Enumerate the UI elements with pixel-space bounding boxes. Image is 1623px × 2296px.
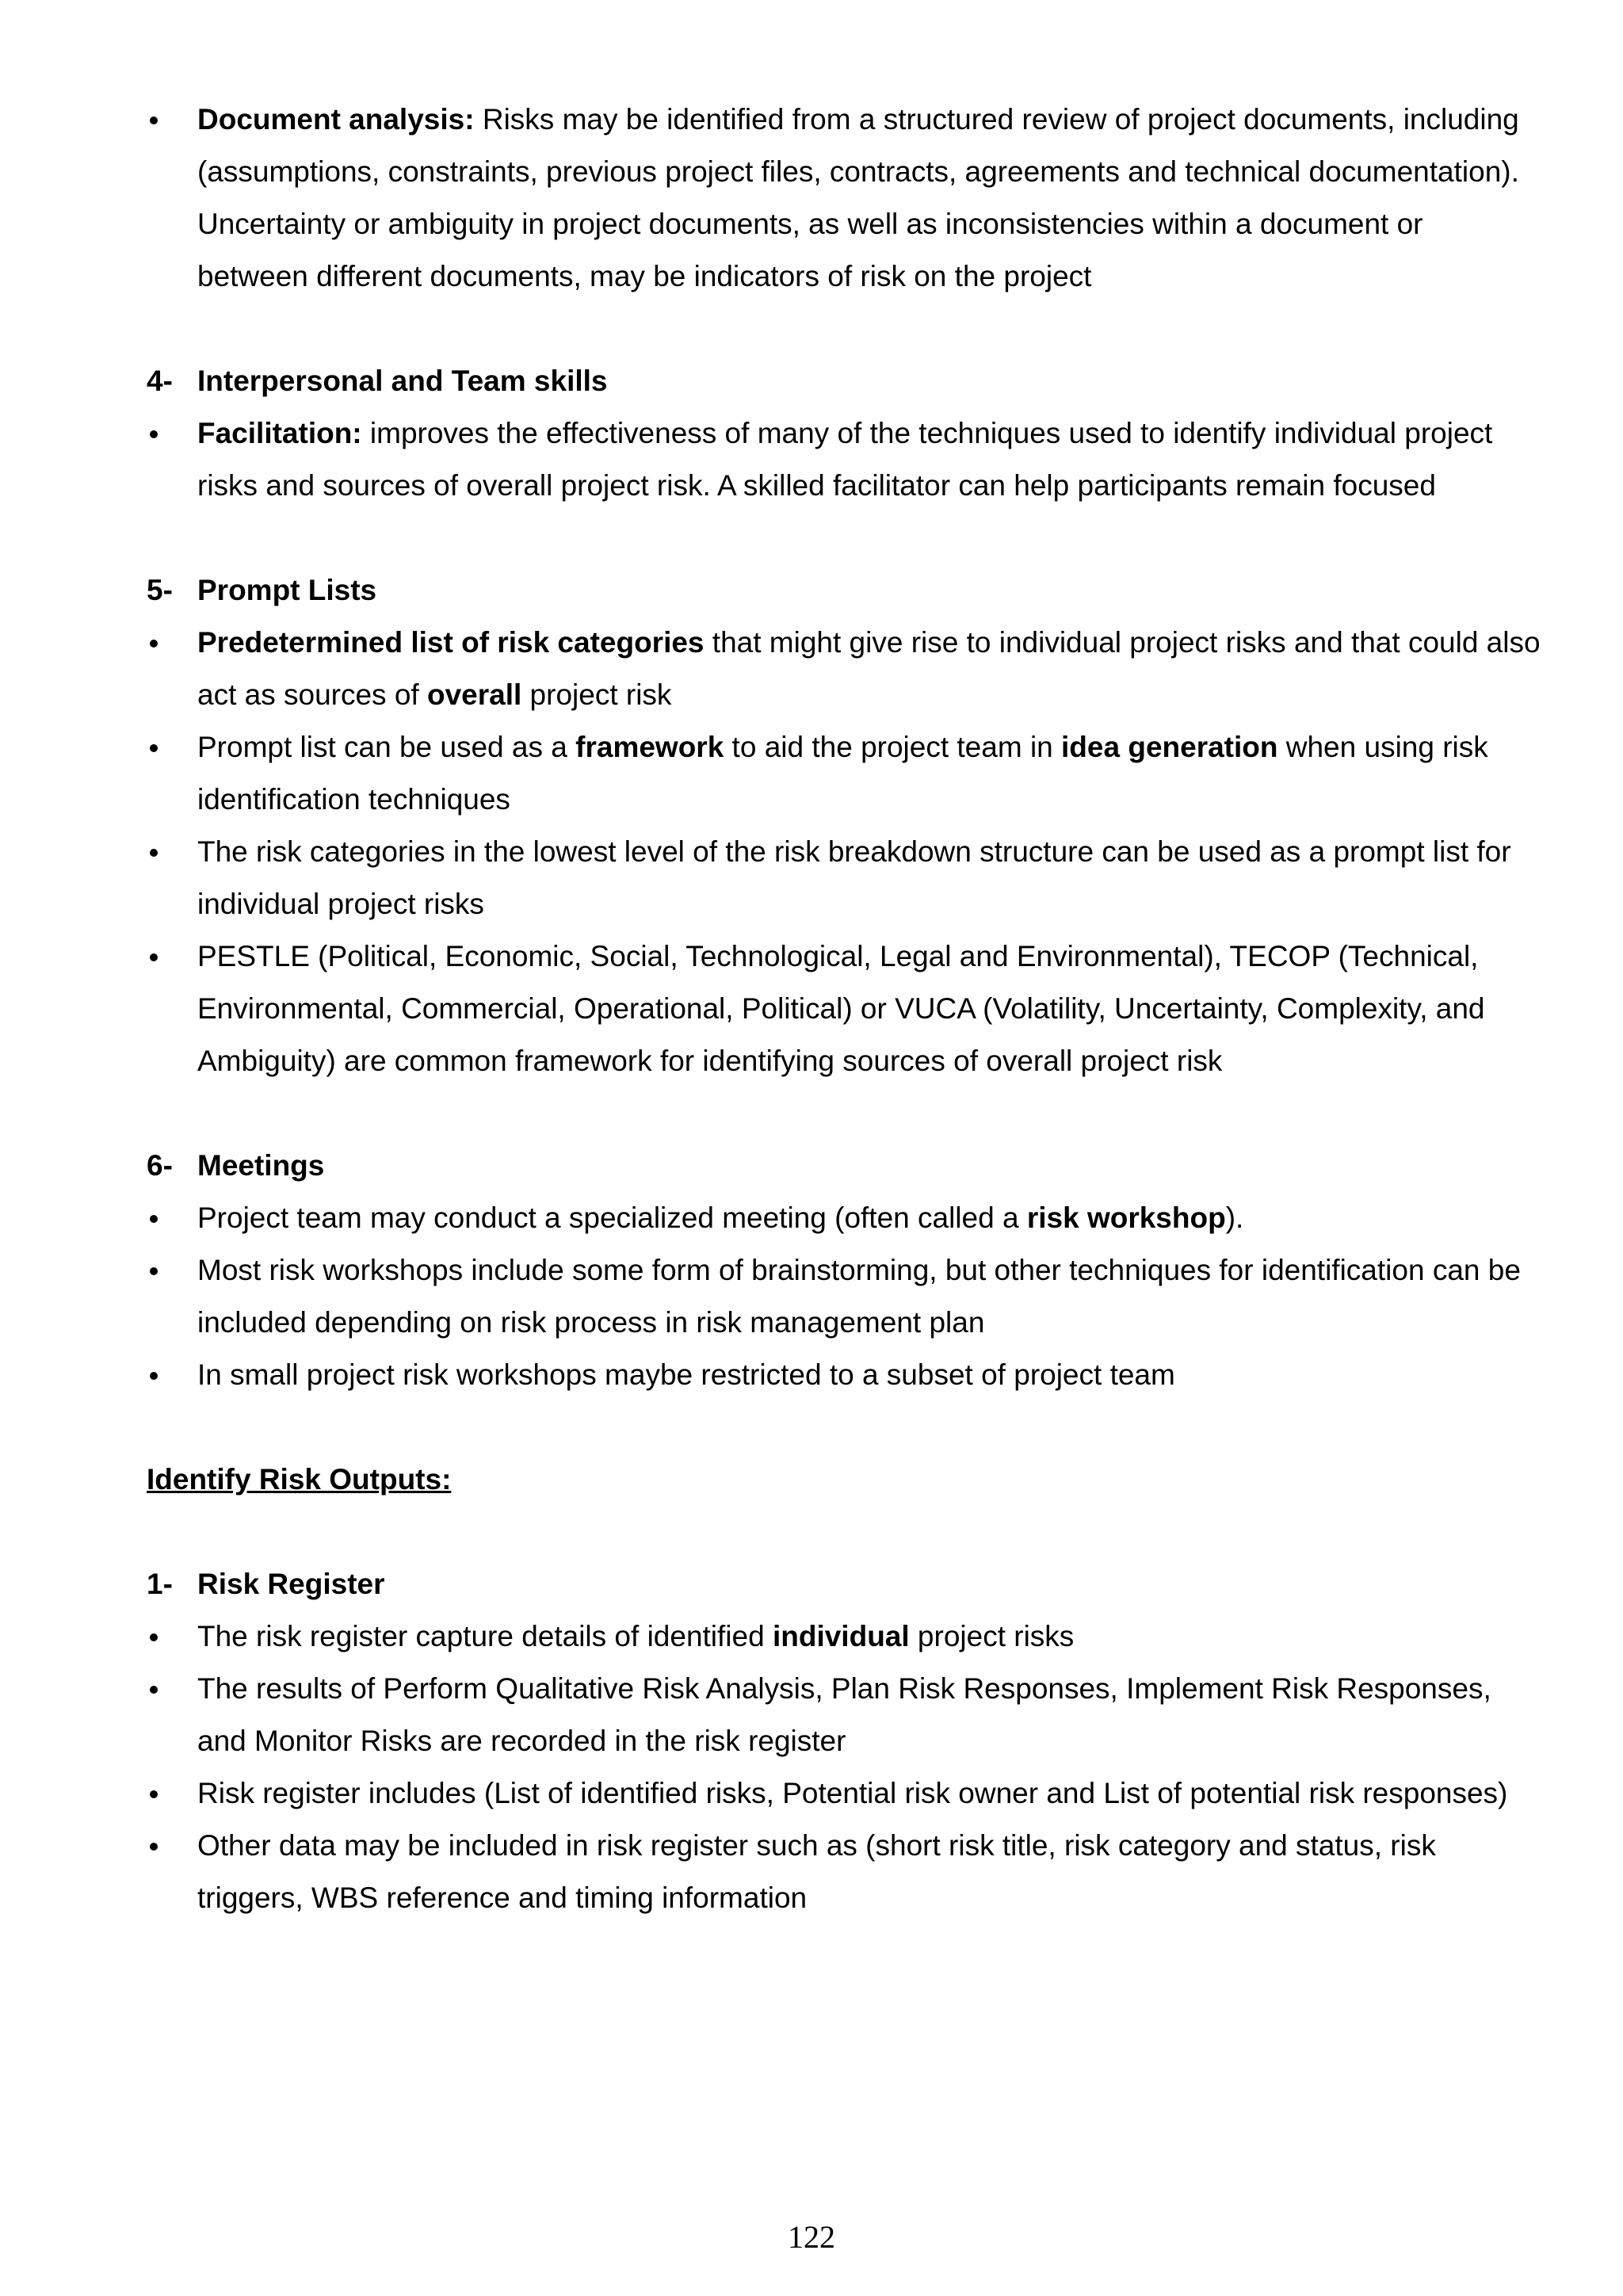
bullet-dot-icon <box>147 617 197 721</box>
heading-title: Prompt Lists <box>197 574 377 606</box>
bullet-item <box>147 1244 1541 1349</box>
text-run: Risks may be identified from a structured review of project documents, including (assumptions, constraints, previous project files, contracts, agreements and technical documentation). Uncertainty or ambiguity in project documents, as well as inconsistencies within a document or between different documents, may be indicators of risk on the project <box>197 103 1519 292</box>
bullet-text <box>197 1244 1541 1349</box>
bold-text: framework <box>575 731 724 763</box>
text-run: The risk register capture details of identified <box>197 1620 773 1652</box>
spacer <box>147 303 1541 355</box>
text-run: Project team may conduct a specialized meeting (often called a <box>197 1201 1027 1234</box>
text-run: Prompt list can be used as a <box>197 731 576 763</box>
bullet-item <box>147 1610 1541 1663</box>
bullet-item <box>147 1820 1541 1924</box>
bullet-dot-icon <box>147 1663 197 1767</box>
bullet-dot-icon <box>147 1349 197 1401</box>
text-run: when using risk identification techniques <box>197 731 1488 816</box>
bullet-item <box>147 1349 1541 1401</box>
bullet-dot-icon <box>147 407 197 512</box>
bold-text: idea generation <box>1061 731 1278 763</box>
bullet-text <box>197 407 1541 512</box>
bullet-dot-icon <box>147 1767 197 1820</box>
bullet-item <box>147 1767 1541 1820</box>
subsection-heading <box>147 564 1541 617</box>
bold-text: Predetermined list of risk categories <box>197 626 705 659</box>
bullet-item <box>147 1192 1541 1244</box>
bullet-item <box>147 617 1541 721</box>
heading-number: 6- <box>147 1149 173 1182</box>
bullet-item <box>147 407 1541 512</box>
spacer <box>147 1506 1541 1558</box>
bullet-text <box>197 1663 1541 1767</box>
bold-text: overall <box>426 678 522 711</box>
heading-number: 1- <box>147 1568 173 1600</box>
text-run: The risk categories in the lowest level of the risk breakdown structure can be used as a prompt list for individual project risks <box>197 835 1511 920</box>
text-run: In small project risk workshops maybe restricted to a subset of project team <box>197 1358 1175 1391</box>
bullet-text <box>197 1610 1541 1663</box>
bullet-text <box>197 1767 1541 1820</box>
text-run: project risks <box>909 1620 1075 1652</box>
bullet-text <box>197 1820 1541 1924</box>
bullet-text <box>197 617 1541 721</box>
bullet-text <box>197 826 1541 930</box>
heading-title: Meetings <box>197 1149 325 1182</box>
bullet-text <box>197 930 1541 1087</box>
subsection-heading <box>147 1140 1541 1192</box>
text-run: Risk register includes (List of identified risks, Potential risk owner and List of potential risk responses) <box>197 1777 1508 1809</box>
bullet-item <box>147 721 1541 826</box>
document-body <box>147 94 1541 1924</box>
bullet-text <box>197 94 1541 303</box>
bold-text: Document analysis: <box>197 103 475 136</box>
subsection-heading <box>147 355 1541 407</box>
bold-text: Facilitation: <box>197 417 362 449</box>
spacer <box>147 1087 1541 1140</box>
bullet-dot-icon <box>147 94 197 303</box>
bold-text: individual <box>772 1620 910 1652</box>
bullet-item <box>147 94 1541 303</box>
heading-title: Interpersonal and Team skills <box>197 365 608 397</box>
bold-text: risk workshop <box>1026 1201 1226 1234</box>
text-run: The results of Perform Qualitative Risk Analysis, Plan Risk Responses, Implement Risk Responses, and Monitor Risks are recorded in the risk register <box>197 1672 1491 1757</box>
bullet-dot-icon <box>147 1820 197 1924</box>
spacer <box>147 512 1541 564</box>
bullet-dot-icon <box>147 1610 197 1663</box>
text-run: to aid the project team in <box>724 731 1062 763</box>
text-run: ). <box>1225 1201 1244 1234</box>
bullet-item <box>147 930 1541 1087</box>
text-run: PESTLE (Political, Economic, Social, Technological, Legal and Environmental), TECOP (Technical, Environmental, Commercial, Operational, Political) or VUCA (Volatility, Uncertainty, Complexity, and Ambiguity) are common framework for identifying sources of overall project risk <box>197 940 1485 1077</box>
text-run: Most risk workshops include some form of brainstorming, but other techniques for identification can be included depending on risk process in risk management plan <box>197 1254 1521 1339</box>
bullet-dot-icon <box>147 721 197 826</box>
heading-number: 4- <box>147 365 173 397</box>
bullet-item <box>147 826 1541 930</box>
text-run: that might give rise to individual project risks and that could also act as sources of <box>197 626 1541 711</box>
bullet-dot-icon <box>147 1192 197 1244</box>
bullet-dot-icon <box>147 826 197 930</box>
bullet-item <box>147 1663 1541 1767</box>
spacer <box>147 1401 1541 1454</box>
text-run: Other data may be included in risk register such as (short risk title, risk category and status, risk triggers, WBS reference and timing information <box>197 1829 1436 1914</box>
bullet-text <box>197 721 1541 826</box>
page-number: 122 <box>788 2219 835 2255</box>
bullet-text <box>197 1192 1541 1244</box>
subsection-heading <box>147 1558 1541 1610</box>
heading-title: Risk Register <box>197 1568 385 1600</box>
bullet-dot-icon <box>147 930 197 1087</box>
bullet-dot-icon <box>147 1244 197 1349</box>
bullet-text <box>197 1349 1541 1401</box>
text-run: improves the effectiveness of many of the techniques used to identify individual project risks and sources of overall project risk. A skilled facilitator can help participants remain focused <box>197 417 1493 502</box>
text-run: project risk <box>521 678 672 711</box>
section-title: Identify Risk Outputs: <box>147 1463 452 1496</box>
heading-number: 5- <box>147 574 173 606</box>
